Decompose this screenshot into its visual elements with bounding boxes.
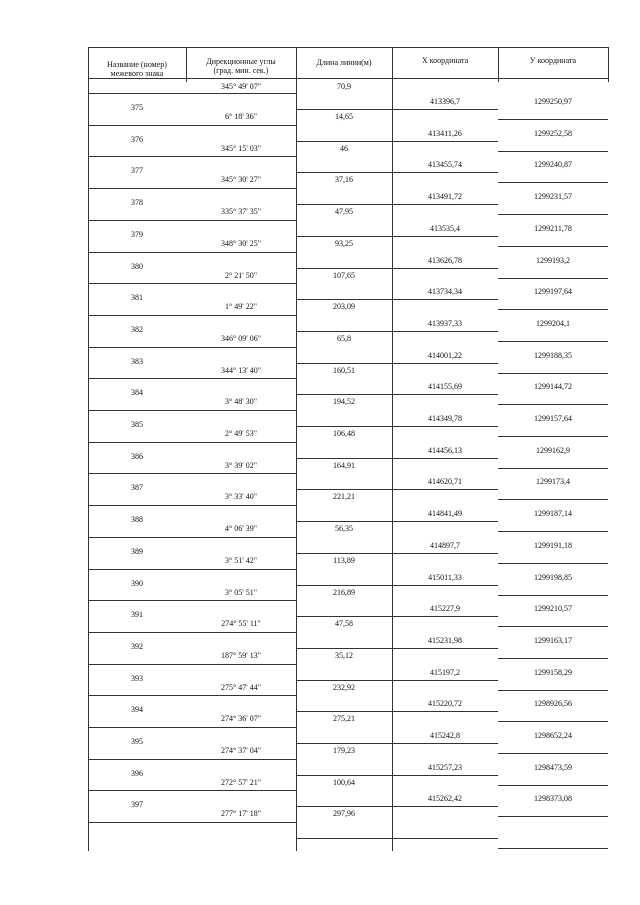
row-separator <box>498 785 608 786</box>
line-length: 160,51 <box>333 365 355 375</box>
direction-angle: 3° 33' 40" <box>225 492 257 502</box>
line-length: 46 <box>340 143 348 153</box>
row-separator <box>498 373 608 374</box>
row-separator <box>392 394 498 395</box>
x-coordinate: 414620,71 <box>428 477 462 487</box>
row-separator <box>498 246 608 247</box>
line-length: 47,58 <box>335 619 353 629</box>
direction-angle: 274° 37' 04" <box>221 746 261 755</box>
row-separator <box>296 743 392 744</box>
line-length: 56,35 <box>335 524 353 534</box>
line-length: 221,21 <box>333 492 355 502</box>
direction-angle: 2° 21' 50" <box>225 270 257 280</box>
row-separator <box>88 537 296 538</box>
row-separator <box>296 394 392 395</box>
direction-angle: 348° 30' 25" <box>221 238 261 248</box>
row-separator <box>88 93 296 94</box>
point-name: 380 <box>131 261 143 271</box>
line-length: 65,8 <box>337 333 351 343</box>
point-name: 397 <box>131 800 143 810</box>
row-separator <box>296 553 392 554</box>
x-coordinate: 414897,7 <box>430 540 460 550</box>
column-separator <box>296 47 297 851</box>
header-x: Х координата <box>421 56 469 65</box>
direction-angle: 4° 06' 39" <box>225 524 257 534</box>
row-separator <box>392 616 498 617</box>
y-coordinate: 1299210,57 <box>534 604 572 614</box>
point-name: 387 <box>131 483 143 493</box>
row-separator <box>296 521 392 522</box>
x-coordinate: 415220,72 <box>428 699 462 709</box>
direction-angle: 345° 30' 27" <box>221 175 261 185</box>
row-separator <box>498 816 608 817</box>
y-coordinate: 1299157,64 <box>534 414 572 423</box>
point-name: 391 <box>131 610 143 620</box>
y-coordinate: 1298652,24 <box>534 731 572 740</box>
x-coordinate: 413455,74 <box>428 160 462 170</box>
x-coordinate: 413535,4 <box>430 223 460 233</box>
row-separator <box>392 489 498 490</box>
line-length: 232,92 <box>333 682 355 692</box>
row-separator <box>498 848 608 849</box>
row-separator <box>498 626 608 627</box>
direction-angle: 344° 13' 40" <box>221 365 261 375</box>
direction-angle: 3° 51' 42" <box>225 555 257 565</box>
line-length: 194,52 <box>333 397 355 407</box>
row-separator <box>498 690 608 691</box>
row-separator <box>88 473 296 474</box>
direction-angle: 272° 57' 21" <box>221 777 261 787</box>
row-separator <box>296 711 392 712</box>
y-coordinate: 1299193,2 <box>536 255 570 265</box>
x-coordinate: 413396,7 <box>430 97 460 106</box>
point-name: 382 <box>131 324 143 334</box>
point-name: 393 <box>131 673 143 683</box>
row-separator <box>392 204 498 205</box>
line-length: 14,65 <box>335 112 353 121</box>
direction-angle: 6° 18' 36" <box>225 112 257 121</box>
x-coordinate: 413734,34 <box>428 287 462 297</box>
header-name-line1: Название (номер) <box>107 60 167 69</box>
y-coordinate: 1299198,85 <box>534 572 572 582</box>
row-separator <box>392 743 498 744</box>
row-separator <box>296 109 392 110</box>
header-angle-line2: (град. мин. сек.) <box>213 66 269 75</box>
y-coordinate: 1299211,78 <box>534 223 572 233</box>
row-separator <box>498 721 608 722</box>
line-length: 297,96 <box>333 809 355 819</box>
table-right-border <box>608 47 609 82</box>
row-separator <box>296 141 392 142</box>
row-separator <box>296 172 392 173</box>
direction-angle: 346° 09' 06" <box>221 333 261 343</box>
row-separator <box>296 204 392 205</box>
row-separator <box>88 410 296 411</box>
row-separator <box>296 299 392 300</box>
row-separator <box>392 141 498 142</box>
row-separator <box>88 347 296 348</box>
row-separator <box>296 331 392 332</box>
y-coordinate: 1299158,29 <box>534 667 572 677</box>
row-separator <box>296 648 392 649</box>
row-separator <box>498 341 608 342</box>
x-coordinate: 414155,69 <box>428 382 462 392</box>
x-coordinate: 415227,9 <box>430 604 460 614</box>
row-separator <box>498 468 608 469</box>
point-name: 394 <box>131 705 143 715</box>
x-coordinate: 414456,13 <box>428 445 462 455</box>
row-separator <box>296 458 392 459</box>
row-separator <box>88 569 296 570</box>
y-coordinate: 1298373,08 <box>534 794 572 804</box>
table-top-border <box>88 47 608 48</box>
row-separator <box>88 759 296 760</box>
line-length: 113,89 <box>333 555 355 565</box>
row-separator <box>392 711 498 712</box>
y-coordinate: 1299187,14 <box>534 509 572 519</box>
line-length: 275,21 <box>333 714 355 724</box>
x-coordinate: 414349,78 <box>428 414 462 423</box>
row-separator <box>296 775 392 776</box>
x-coordinate: 415257,23 <box>428 762 462 772</box>
point-name: 389 <box>131 546 143 556</box>
y-coordinate: 1299197,64 <box>534 287 572 297</box>
x-coordinate: 414841,49 <box>428 509 462 519</box>
line-length: 100,64 <box>333 777 355 787</box>
row-separator <box>88 125 296 126</box>
y-coordinate: 1299204,1 <box>536 318 570 328</box>
row-separator <box>498 278 608 279</box>
row-separator <box>88 695 296 696</box>
line-length: 107,65 <box>333 270 355 280</box>
line-length: 35,12 <box>335 650 353 660</box>
point-name: 379 <box>131 229 143 239</box>
row-separator <box>88 188 296 189</box>
direction-angle: 2° 49' 53" <box>225 429 257 438</box>
row-separator <box>498 563 608 564</box>
row-separator <box>88 252 296 253</box>
y-coordinate: 1299173,4 <box>536 477 570 487</box>
direction-angle: 274° 55' 11" <box>221 619 261 629</box>
direction-angle: 335° 37' 35" <box>221 207 261 217</box>
row-separator <box>392 521 498 522</box>
point-name: 376 <box>131 134 143 144</box>
header-bottom-border <box>88 78 608 79</box>
row-separator <box>392 775 498 776</box>
x-coordinate: 414001,22 <box>428 350 462 360</box>
row-separator <box>392 172 498 173</box>
row-separator <box>498 499 608 500</box>
line-length: 164,91 <box>333 460 355 470</box>
direction-angle: 274° 36' 07" <box>221 714 261 724</box>
row-separator <box>296 426 392 427</box>
header-y: У координата <box>529 56 577 65</box>
row-separator <box>88 822 296 823</box>
y-coordinate: 1299144,72 <box>534 382 572 392</box>
row-separator <box>296 585 392 586</box>
x-coordinate: 413626,78 <box>428 255 462 265</box>
point-name: 384 <box>131 388 143 398</box>
row-separator <box>88 790 296 791</box>
header-name <box>88 60 186 78</box>
y-coordinate: 1299231,57 <box>534 192 572 202</box>
row-separator <box>392 806 498 807</box>
row-separator <box>498 119 608 120</box>
point-name: 383 <box>131 356 143 366</box>
direction-angle: 345° 15' 03" <box>221 143 261 153</box>
y-coordinate: 1299162,9 <box>536 445 570 455</box>
point-name: 377 <box>131 166 143 176</box>
row-separator <box>498 753 608 754</box>
y-coordinate: 1299240,87 <box>534 160 572 170</box>
header-angle <box>186 57 296 75</box>
x-coordinate: 415197,2 <box>430 667 460 677</box>
row-separator <box>88 315 296 316</box>
column-separator <box>498 47 499 82</box>
row-separator <box>296 363 392 364</box>
y-coordinate: 1299188,35 <box>534 350 572 360</box>
row-separator <box>296 680 392 681</box>
row-separator <box>88 664 296 665</box>
row-separator <box>296 489 392 490</box>
point-name: 386 <box>131 451 143 461</box>
line-length: 106,48 <box>333 429 355 438</box>
row-separator <box>296 806 392 807</box>
point-name: 395 <box>131 737 143 746</box>
y-coordinate: 1299252,58 <box>534 128 572 138</box>
row-separator <box>88 156 296 157</box>
y-coordinate: 1299191,18 <box>534 540 572 550</box>
direction-angle: 277° 17' 18" <box>221 809 261 819</box>
first-segment-angle: 345° 49' 07" <box>221 82 261 91</box>
column-separator <box>186 47 187 82</box>
row-separator <box>392 363 498 364</box>
row-separator <box>498 309 608 310</box>
row-separator <box>498 531 608 532</box>
row-separator <box>392 268 498 269</box>
row-separator <box>498 436 608 437</box>
row-separator <box>88 632 296 633</box>
y-coordinate: 1299250,97 <box>534 97 572 106</box>
line-length: 216,89 <box>333 587 355 597</box>
column-separator <box>392 47 393 851</box>
line-length: 203,09 <box>333 302 355 312</box>
direction-angle: 3° 39' 02" <box>225 460 257 470</box>
row-separator <box>392 680 498 681</box>
x-coordinate: 415242,8 <box>430 731 460 740</box>
point-name: 396 <box>131 768 143 778</box>
x-coordinate: 413937,33 <box>428 318 462 328</box>
row-separator <box>392 585 498 586</box>
x-coordinate: 415262,42 <box>428 794 462 804</box>
direction-angle: 1° 49' 22" <box>225 302 257 312</box>
row-separator <box>392 236 498 237</box>
row-separator <box>296 616 392 617</box>
row-separator <box>88 727 296 728</box>
row-separator <box>88 600 296 601</box>
row-separator <box>392 426 498 427</box>
point-name: 385 <box>131 420 143 429</box>
row-separator <box>498 214 608 215</box>
point-name: 381 <box>131 293 143 303</box>
line-length: 179,23 <box>333 746 355 755</box>
x-coordinate: 413491,72 <box>428 192 462 202</box>
direction-angle: 3° 05' 51" <box>225 587 257 597</box>
header-name-line2: межевого знака <box>110 69 164 78</box>
direction-angle: 3° 48' 30" <box>225 397 257 407</box>
row-separator <box>392 331 498 332</box>
line-length: 37,16 <box>335 175 353 185</box>
row-separator <box>392 458 498 459</box>
point-name: 378 <box>131 198 143 208</box>
row-separator <box>392 838 498 839</box>
row-separator <box>392 553 498 554</box>
y-coordinate: 1298926,56 <box>534 699 572 709</box>
row-separator <box>498 404 608 405</box>
row-separator <box>498 182 608 183</box>
row-separator <box>88 505 296 506</box>
row-separator <box>88 442 296 443</box>
x-coordinate: 413411,26 <box>428 128 462 138</box>
row-separator <box>392 299 498 300</box>
row-separator <box>88 220 296 221</box>
line-length: 93,25 <box>335 238 353 248</box>
point-name: 392 <box>131 641 143 651</box>
row-separator <box>498 595 608 596</box>
row-separator <box>296 236 392 237</box>
direction-angle: 275° 47' 44" <box>221 682 261 692</box>
y-coordinate: 1299163,17 <box>534 635 572 645</box>
direction-angle: 187° 59' 13" <box>221 650 261 660</box>
point-name: 390 <box>131 578 143 588</box>
row-separator <box>498 658 608 659</box>
y-coordinate: 1298473,59 <box>534 762 572 772</box>
table-left-border <box>88 47 89 851</box>
first-segment-length: 70,9 <box>337 82 351 91</box>
header-angle-line1: Дирекционные углы <box>206 57 276 66</box>
row-separator <box>88 378 296 379</box>
row-separator <box>392 109 498 110</box>
line-length: 47,95 <box>335 207 353 217</box>
row-separator <box>498 151 608 152</box>
x-coordinate: 415011,33 <box>428 572 462 582</box>
point-name: 375 <box>131 103 143 112</box>
point-name: 388 <box>131 515 143 525</box>
row-separator <box>296 838 392 839</box>
x-coordinate: 415231,98 <box>428 635 462 645</box>
row-separator <box>392 648 498 649</box>
header-length: Длина линии(м) <box>316 58 372 67</box>
row-separator <box>88 283 296 284</box>
row-separator <box>296 268 392 269</box>
